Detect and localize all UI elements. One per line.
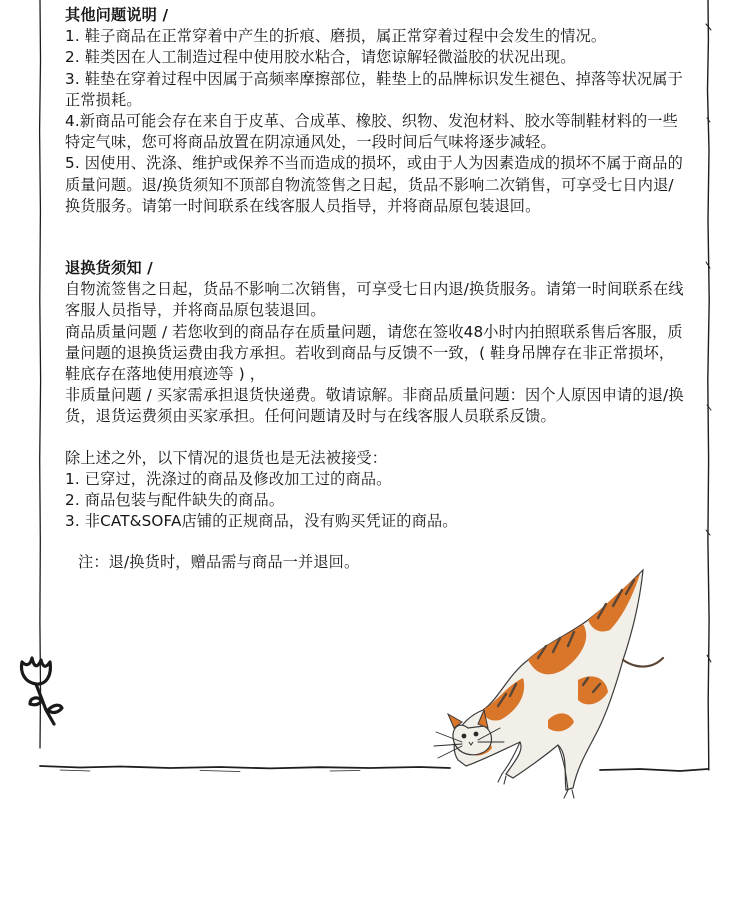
section-spacer	[65, 532, 687, 552]
other-issues-item-5: 5. 因使用、洗涤、维护或保养不当而造成的损坏，或由于人为因素造成的损坏不属于商品的质量问题。退/换货须知不顶部自物流签售之日起，货品不影响二次销售，可享受七日内退/换货服务。请第一时间联系在线客服人员指导，并将商品原包装退回。	[65, 154, 683, 215]
section-spacer	[65, 217, 687, 258]
gift-return-note: 注：退/换货时，赠品需与商品一并退回。	[78, 553, 360, 572]
section-spacer	[65, 428, 687, 448]
return-policy-paragraph-2: 商品质量问题 / 若您收到的商品存在质量问题，请您在签收48小时内拍照联系售后客服，质量问题的退换货运费由我方承担。若收到商品与反馈不一致，( 鞋身吊牌存在非正常损坏，鞋底存在落地使用痕迹等 ) ，	[65, 322, 683, 384]
tulip-doodle-icon	[12, 650, 72, 730]
other-issues-title: 其他问题说明 /	[65, 6, 169, 24]
exclusion-item-2: 2. 商品包装与配件缺失的商品。	[65, 491, 285, 510]
other-issues-item-2: 2. 鞋类因在人工制造过程中使用胶水粘合，请您谅解轻微溢胶的状况出现。	[65, 48, 576, 67]
return-policy-title: 退换货须知 /	[65, 259, 153, 278]
other-issues-item-1: 1. 鞋子商品在正常穿着中产生的折痕、磨损，属正常穿着过程中会发生的情况。	[65, 27, 607, 46]
calico-cat-illustration	[428, 560, 673, 805]
return-policy-paragraph-3: 非质量问题 / 买家需承担退货快递费。敬请谅解。非商品质量问题：因个人原因申请的退/换货，退货运费须由买家承担。任何问题请及时与在线客服人员联系反馈。	[65, 386, 684, 426]
other-issues-item-4: 4.新商品可能会存在来自于皮革、合成革、橡胶、织物、发泡材料、胶水等制鞋材料的一些特定气味，您可将商品放置在阴凉通风处，一段时间后气味将逐步减轻。	[65, 112, 678, 152]
document-body	[65, 5, 687, 574]
return-policy-paragraph-1: 自物流签售之日起，货品不影响二次销售，可享受七日内退/换货服务。请第一时间联系在线客服人员指导，并将商品原包装退回。	[65, 280, 684, 320]
exclusions-intro: 除上述之外，以下情况的退货也是无法被接受：	[65, 448, 388, 467]
exclusion-item-1: 1. 已穿过，洗涤过的商品及修改加工过的商品。	[65, 469, 392, 488]
exclusion-item-3: 3. 非CAT&SOFA店铺的正规商品，没有购买凭证的商品。	[65, 512, 458, 531]
other-issues-item-3: 3. 鞋垫在穿着过程中因属于高频率摩擦部位，鞋垫上的品牌标识发生褪色、掉落等状况属于正常损耗。	[65, 69, 683, 109]
